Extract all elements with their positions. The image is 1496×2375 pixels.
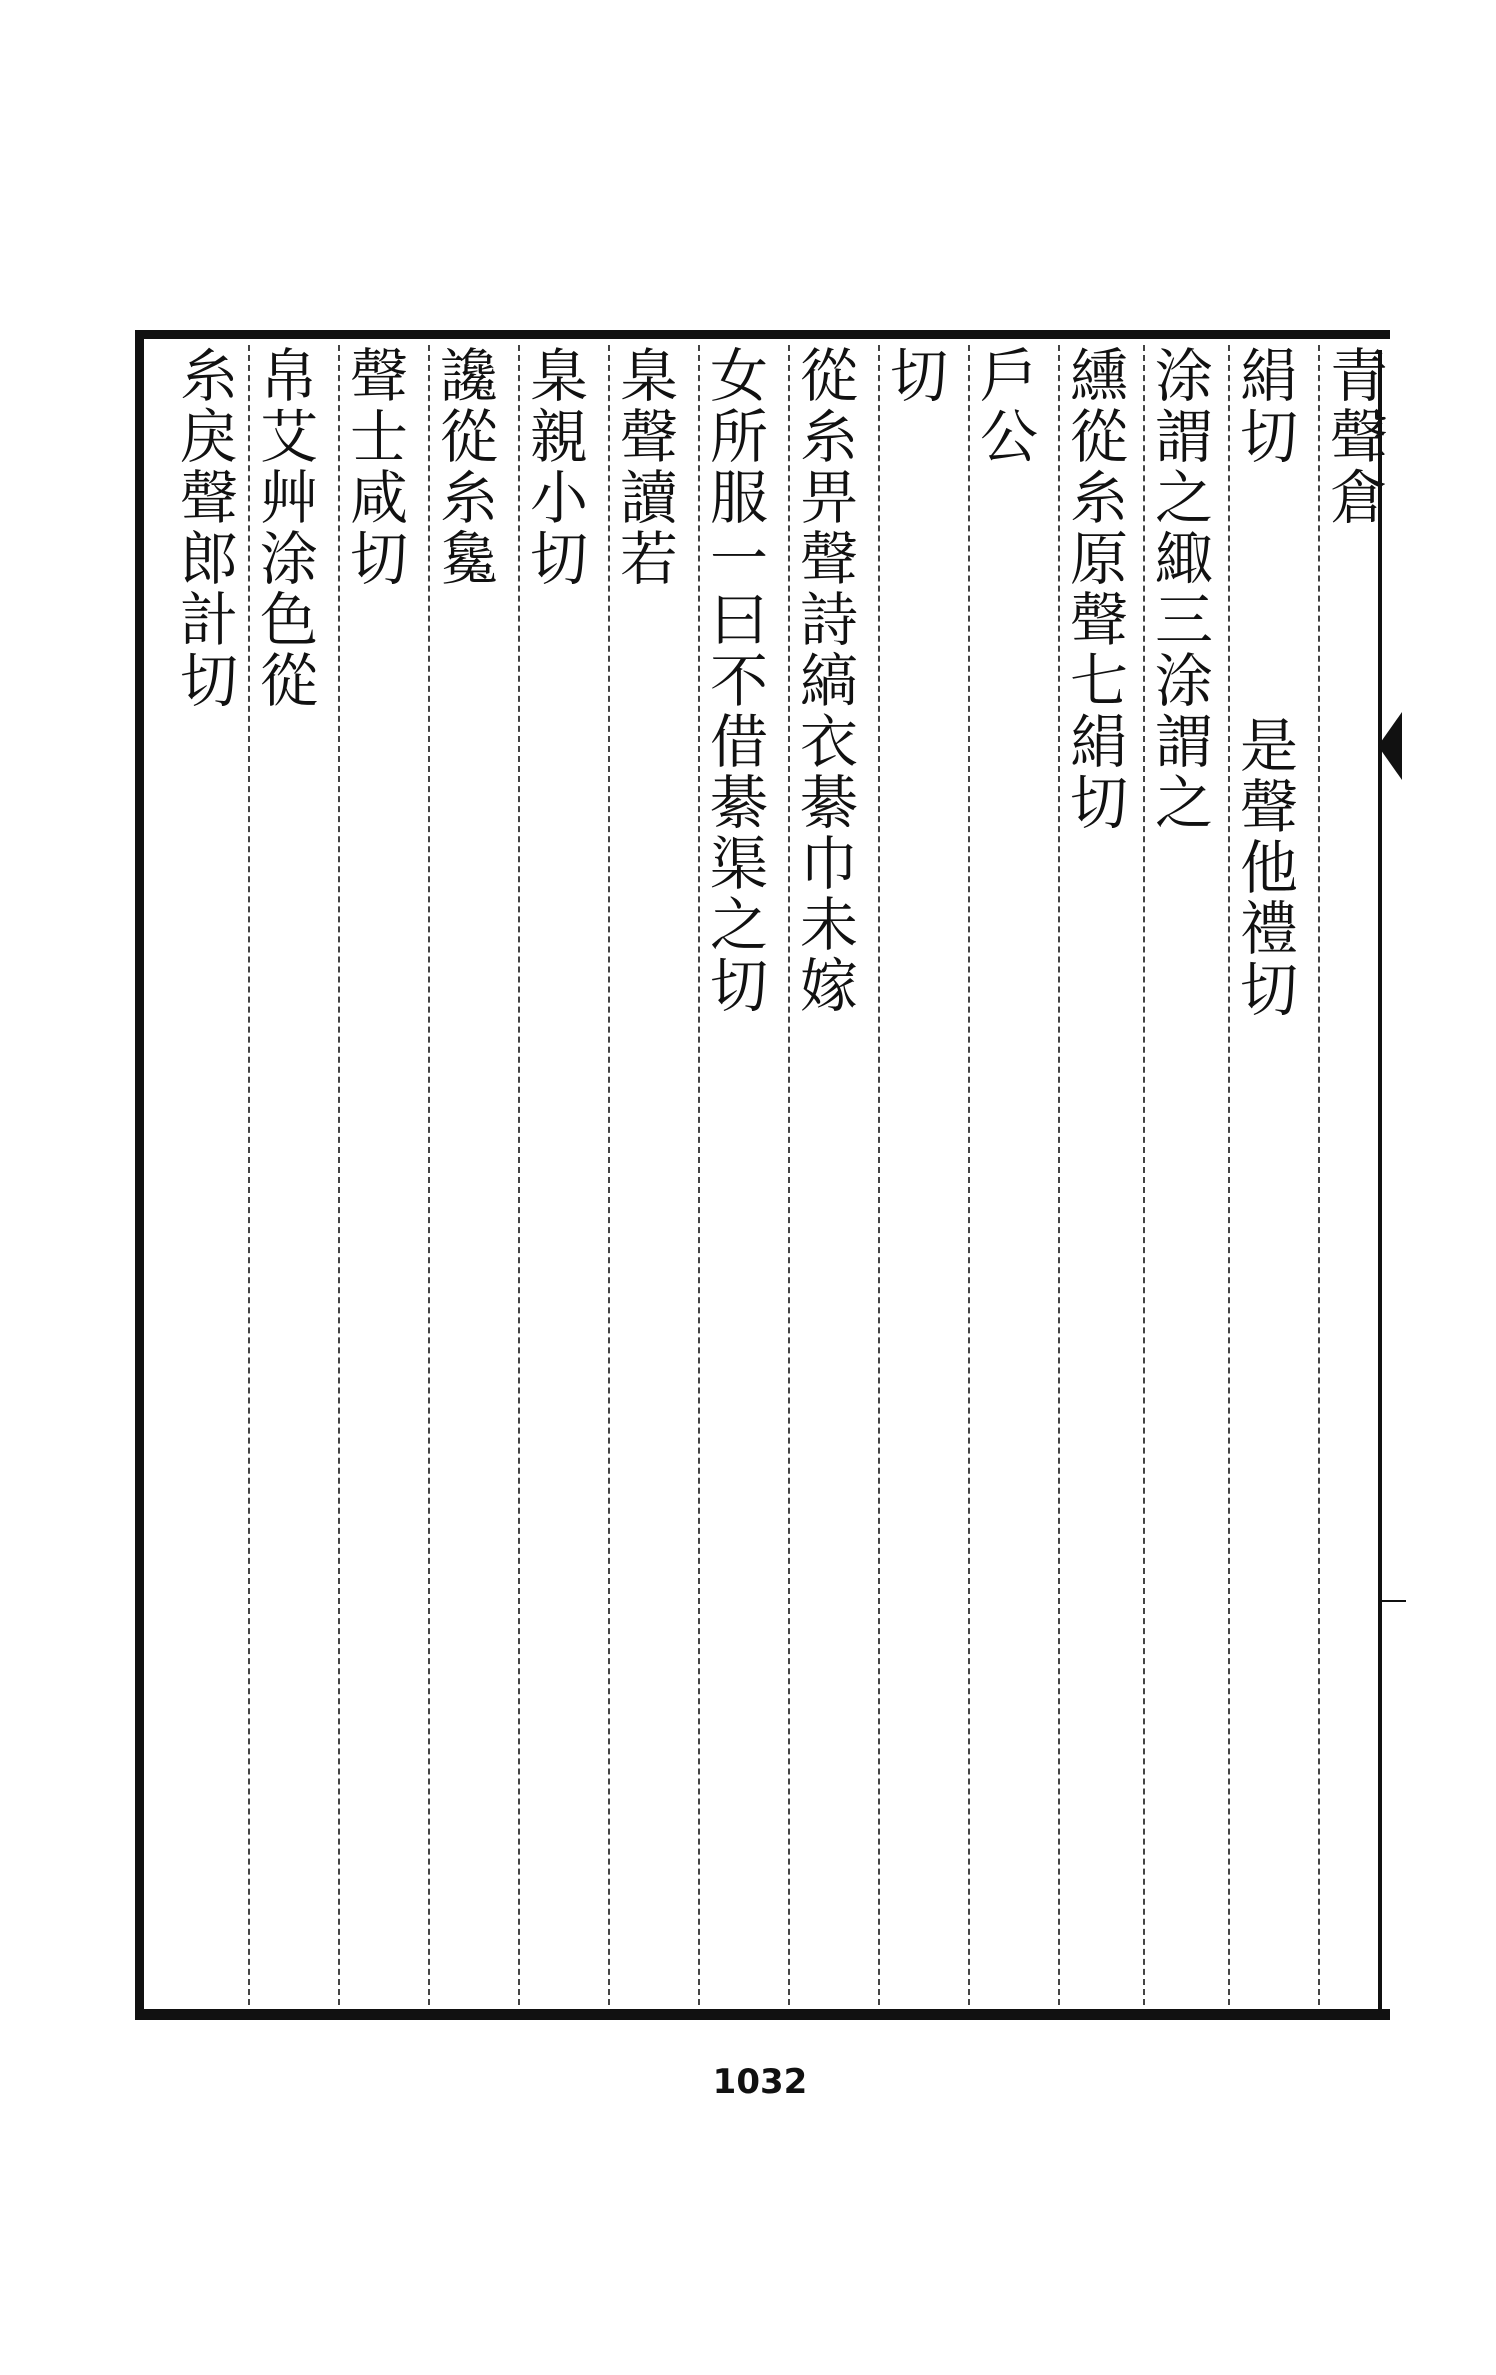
column-separator (1228, 345, 1230, 2005)
text-column: 讒從糸毚 (430, 345, 498, 589)
text-column: 從糸畀聲詩縞衣綦巾未嫁 (790, 345, 858, 1016)
text-column: 臬親小切 (520, 345, 588, 589)
text-column: 帛艾艸涂色從 (250, 345, 318, 711)
text-column: 聲士咸切 (340, 345, 408, 589)
text-column: 青聲倉 (1320, 345, 1388, 528)
column-separator (428, 345, 430, 2005)
column-separator (968, 345, 970, 2005)
column-separator (518, 345, 520, 2005)
text-column: 是聲他禮切 (1230, 715, 1298, 1020)
column-separator (608, 345, 610, 2005)
text-column: 臬聲讀若 (610, 345, 678, 589)
column-separator (878, 345, 880, 2005)
column-separator (338, 345, 340, 2005)
column-separator (1318, 345, 1320, 2005)
page-number: 1032 (712, 2062, 808, 2102)
text-column: 絹切 (1230, 345, 1298, 467)
text-column: 戶公 (970, 345, 1038, 467)
text-column: 糸戾聲郎計切 (170, 345, 238, 711)
text-column: 纁從糸原聲七絹切 (1060, 345, 1128, 833)
text-column: 切 (880, 345, 948, 406)
text-column: 涂謂之緅三涂謂之 (1145, 345, 1213, 833)
text-column: 女所服一曰不借綦渠之切 (700, 345, 768, 1016)
